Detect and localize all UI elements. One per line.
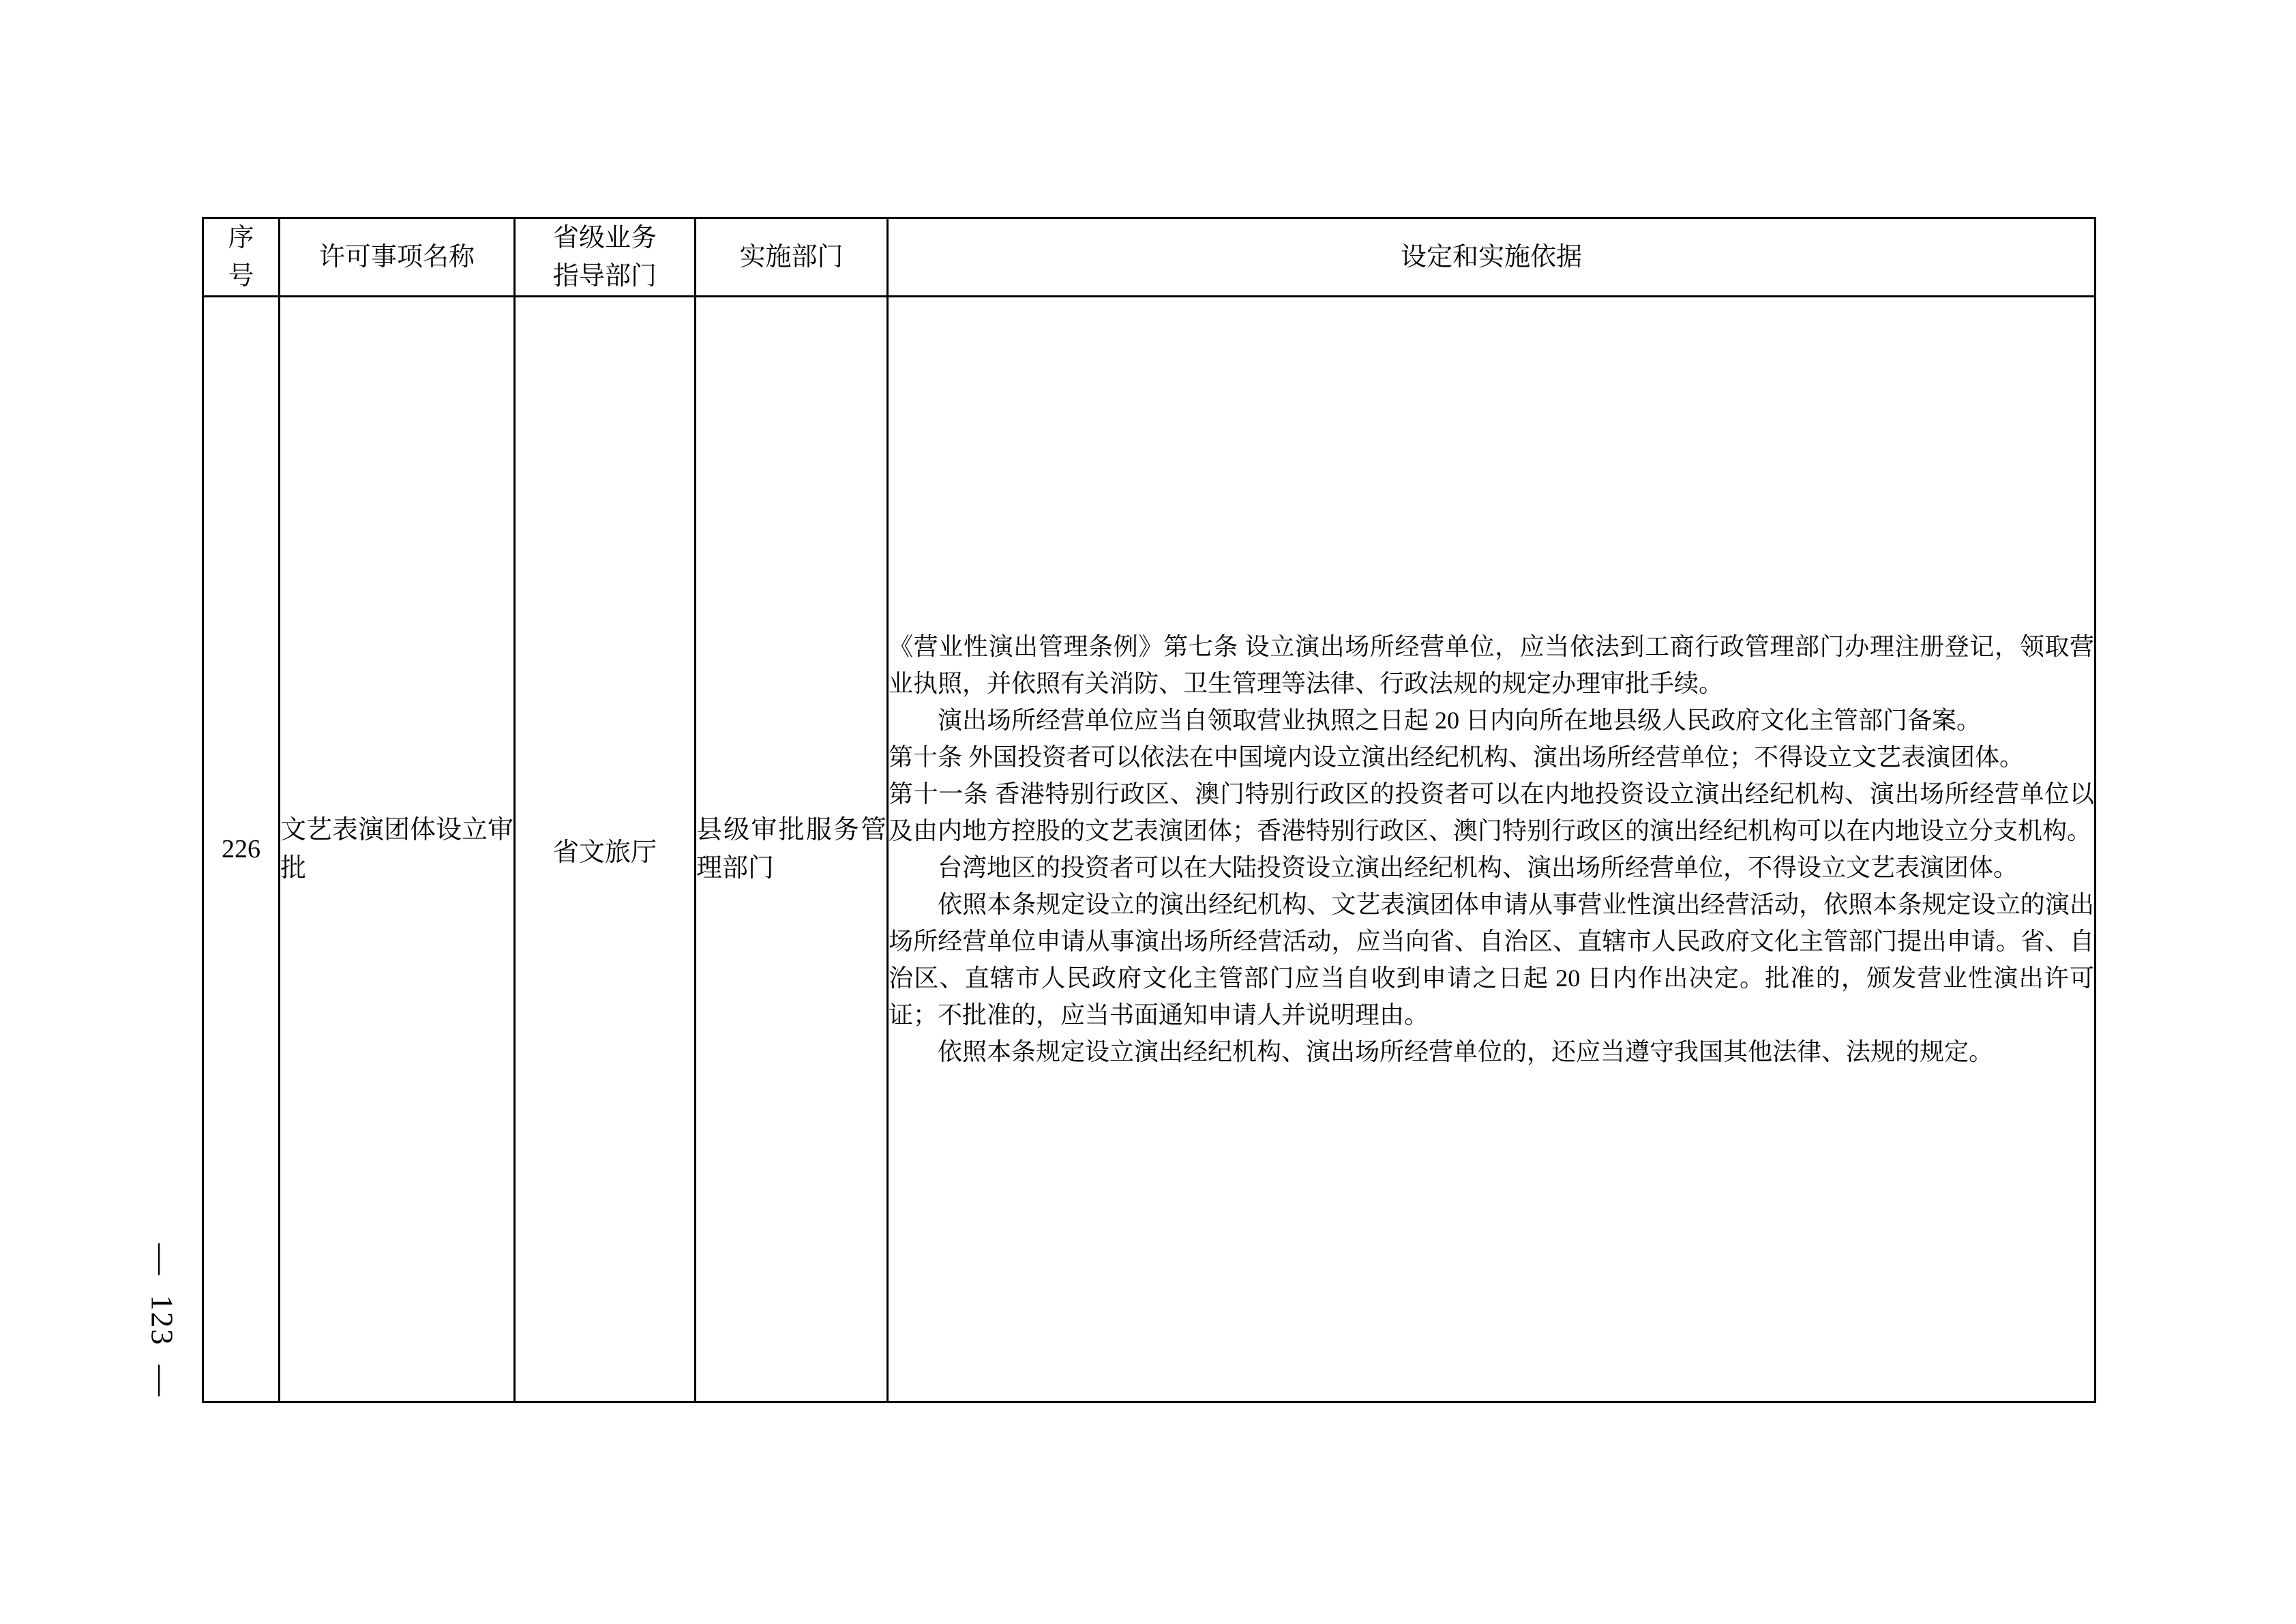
header-seq-no [203,218,280,297]
table-row [203,297,2096,1402]
header-item-name: 许可事项名称 [280,218,515,297]
licensing-items-table [202,217,2096,1403]
basis-paragraph: 演出场所经营单位应当自领取营业执照之日起 20 日内向所在地县级人民政府文化主管部门备案。 [938,707,1982,734]
header-seq-no-label: 序号 [228,224,254,291]
cell-item-name: 文艺表演团体设立审批 [280,297,515,1402]
basis-paragraph: 第十一条 香港特别行政区、澳门特别行政区的投资者可以在内地投资设立演出经纪机构、演出场所经营单位以及由内地方控股的文艺表演团体；香港特别行政区、澳门特别行政区的演出经纪机构可以在内地设立分支机构。 [889,780,2094,844]
page-number: — 123 — [145,1243,180,1398]
header-guide-dept-label: 省级业务指导部门 [552,224,657,291]
basis-paragraph: 《营业性演出管理条例》第七条 设立演出场所经营单位，应当依法到工商行政管理部门办理注册登记，领取营业执照，并依照有关消防、卫生管理等法律、行政法规的规定办理审批手续。 [889,633,2094,697]
header-impl-dept: 实施部门 [696,218,888,297]
table-header-row [203,218,2096,297]
basis-paragraphs [889,628,2094,1070]
basis-paragraph: 台湾地区的投资者可以在大陆投资设立演出经纪机构、演出场所经营单位，不得设立文艺表演团体。 [938,854,2018,881]
basis-paragraph: 第十条 外国投资者可以依法在中国境内设立演出经纪机构、演出场所经营单位；不得设立文艺表演团体。 [889,743,2025,771]
header-basis: 设定和实施依据 [888,218,2096,297]
header-guide-dept [515,218,696,297]
cell-impl-dept: 县级审批服务管理部门 [696,297,888,1402]
cell-seq-no: 226 [203,297,280,1402]
basis-paragraph: 依照本条规定设立演出经纪机构、演出场所经营单位的，还应当遵守我国其他法律、法规的规定。 [938,1038,1994,1065]
cell-guide-dept: 省文旅厅 [515,297,696,1402]
cell-basis [888,297,2096,1402]
basis-paragraph: 依照本条规定设立的演出经纪机构、文艺表演团体申请从事营业性演出经营活动，依照本条规定设立的演出场所经营单位申请从事演出场所经营活动，应当向省、自治区、直辖市人民政府文化主管部门提出申请。省、自治区、直辖市人民政府文化主管部门应当自收到申请之日起 20 日内作出决定。批准的，颁发营业性演出许可证；不批准的，应当书面通知申请人并说明理由。 [889,891,2094,1029]
